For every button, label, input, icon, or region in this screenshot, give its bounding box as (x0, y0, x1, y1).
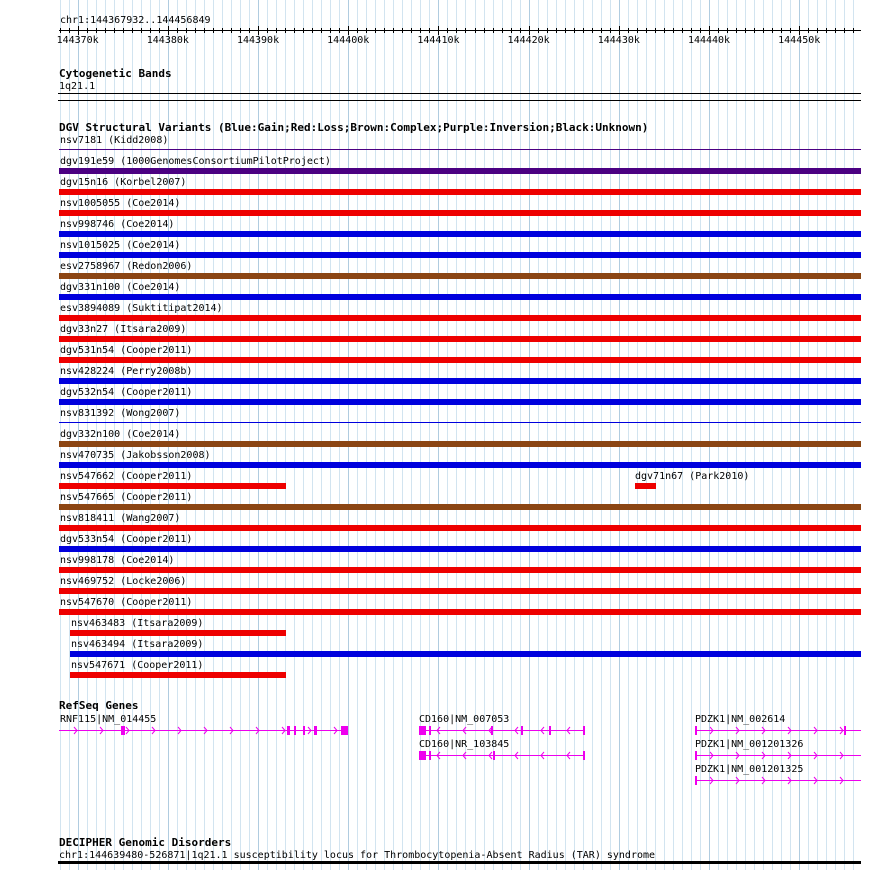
cytoband-line (58, 93, 861, 94)
variant-label[interactable]: nsv547671 (Cooper2011) (71, 660, 204, 671)
variant-label[interactable]: dgv532n54 (Cooper2011) (60, 387, 193, 398)
variant-bar-gain[interactable] (59, 378, 861, 384)
variant-bar-gain[interactable] (59, 422, 861, 423)
variant-bar-inversion[interactable] (59, 149, 861, 150)
scale-tick-label: 144450k (778, 35, 821, 46)
variant-label[interactable]: dgv533n54 (Cooper2011) (60, 534, 193, 545)
gene-exon (844, 726, 846, 735)
variant-label[interactable]: nsv831392 (Wong2007) (60, 408, 181, 419)
variant-bar-loss[interactable] (635, 483, 656, 489)
variant-bar-loss[interactable] (70, 630, 286, 636)
variant-label[interactable]: nsv463483 (Itsara2009) (71, 618, 204, 629)
scale-tick-label: 144400k (327, 35, 370, 46)
variant-bar-gain[interactable] (59, 231, 861, 237)
variant-label[interactable]: nsv547670 (Cooper2011) (60, 597, 193, 608)
gene-model[interactable] (695, 751, 861, 760)
variant-label[interactable]: dgv531n54 (Cooper2011) (60, 345, 193, 356)
variant-bar-loss[interactable] (59, 609, 861, 615)
variant-bar-loss[interactable] (59, 588, 861, 594)
variant-bar-loss[interactable] (59, 483, 286, 489)
variant-label[interactable]: nsv470735 (Jakobsson2008) (60, 450, 211, 461)
variant-label[interactable]: esv2758967 (Redon2006) (60, 261, 193, 272)
variant-bar-gain[interactable] (59, 462, 861, 468)
gene-exon (419, 751, 426, 760)
gene-label[interactable]: PDZK1|NM_001201325 (695, 764, 804, 775)
scale-tick-label: 144380k (146, 35, 189, 46)
gene-model[interactable] (695, 726, 861, 735)
variant-label[interactable]: nsv818411 (Wang2007) (60, 513, 181, 524)
gene-exon (303, 726, 305, 735)
variant-label[interactable]: dgv15n16 (Korbel2007) (60, 177, 187, 188)
variant-label[interactable]: esv3894089 (Suktitipat2014) (60, 303, 223, 314)
gene-exon (429, 751, 431, 760)
variant-bar-gain[interactable] (59, 399, 861, 405)
gene-exon (491, 726, 493, 735)
variant-label[interactable]: dgv191e59 (1000GenomesConsortiumPilotProject) (60, 156, 331, 167)
scale-tick-label: 144430k (597, 35, 640, 46)
variant-label[interactable]: nsv998746 (Coe2014) (60, 219, 175, 230)
variant-label[interactable]: dgv71n67 (Park2010) (635, 471, 750, 482)
gene-exon (583, 751, 585, 760)
scale-tick-label: 144420k (507, 35, 550, 46)
gene-exon (521, 726, 523, 735)
variant-bar-loss[interactable] (59, 357, 861, 363)
variant-label[interactable]: dgv331n100 (Coe2014) (60, 282, 181, 293)
variant-label[interactable]: dgv33n27 (Itsara2009) (60, 324, 187, 335)
variant-label[interactable]: nsv7181 (Kidd2008) (60, 135, 169, 146)
gene-model[interactable] (59, 726, 348, 735)
dgv-track-title: DGV Structural Variants (Blue:Gain;Red:Loss;Brown:Complex;Purple:Inversion;Black:Unknown) (59, 121, 649, 134)
location-label: chr1:144367932..144456849 (60, 15, 211, 26)
variant-bar-loss[interactable] (59, 189, 861, 195)
variant-bar-gain[interactable] (59, 252, 861, 258)
scale-ruler[interactable] (0, 0, 890, 60)
variant-label[interactable]: nsv547665 (Cooper2011) (60, 492, 193, 503)
gene-label[interactable]: CD160|NM_007053 (419, 714, 510, 725)
gene-exon (549, 726, 551, 735)
gene-exon (493, 751, 495, 760)
decipher-feature-bar[interactable] (58, 861, 861, 864)
variant-bar-gain[interactable] (59, 294, 861, 300)
variant-label[interactable]: nsv547662 (Cooper2011) (60, 471, 193, 482)
decipher-track-title: DECIPHER Genomic Disorders (59, 836, 232, 849)
variant-bar-loss[interactable] (59, 210, 861, 216)
gene-exon (695, 776, 697, 785)
gene-exon (314, 726, 317, 735)
variant-bar-complex[interactable] (59, 273, 861, 279)
variant-bar-loss[interactable] (59, 315, 861, 321)
decipher-feature-label[interactable]: chr1:144639480-526871|1q21.1 susceptibility locus for Thrombocytopenia-Absent Radius (TAR) syndrome (59, 850, 656, 861)
variant-bar-loss[interactable] (59, 525, 861, 531)
gene-label[interactable]: RNF115|NM_014455 (60, 714, 157, 725)
gene-exon (341, 726, 348, 735)
gene-model[interactable] (419, 751, 585, 760)
variant-bar-complex[interactable] (59, 504, 861, 510)
variant-bar-complex[interactable] (59, 441, 861, 447)
variant-label[interactable]: dgv332n100 (Coe2014) (60, 429, 181, 440)
scale-tick-label: 144410k (417, 35, 460, 46)
variant-bar-gain[interactable] (70, 651, 861, 657)
variant-label[interactable]: nsv463494 (Itsara2009) (71, 639, 204, 650)
cytoband-label[interactable]: 1q21.1 (59, 81, 96, 92)
variant-bar-inversion[interactable] (59, 168, 861, 174)
variant-label[interactable]: nsv1015025 (Coe2014) (60, 240, 181, 251)
scale-tick-label: 144370k (56, 35, 99, 46)
variant-label[interactable]: nsv469752 (Locke2006) (60, 576, 187, 587)
gene-exon (583, 726, 585, 735)
gene-exon (695, 751, 697, 760)
gene-model[interactable] (695, 776, 861, 785)
refseq-track-title: RefSeq Genes (59, 699, 139, 712)
cytoband-line (58, 100, 861, 101)
gene-label[interactable]: PDZK1|NM_001201326 (695, 739, 804, 750)
cytoband-track-title: Cytogenetic Bands (59, 67, 172, 80)
scale-tick-label: 144440k (687, 35, 731, 46)
variant-bar-gain[interactable] (59, 546, 861, 552)
gene-exon (429, 726, 431, 735)
gene-exon (695, 726, 697, 735)
variant-bar-loss[interactable] (59, 336, 861, 342)
gene-model[interactable] (419, 726, 585, 735)
scale-tick-label: 144390k (236, 35, 280, 46)
variant-label[interactable]: nsv1005055 (Coe2014) (60, 198, 181, 209)
variant-label[interactable]: nsv998178 (Coe2014) (60, 555, 175, 566)
gene-exon (121, 726, 125, 735)
gene-label[interactable]: PDZK1|NM_002614 (695, 714, 786, 725)
gene-exon (294, 726, 296, 735)
gene-exon (419, 726, 426, 735)
gene-exon (287, 726, 290, 735)
variant-label[interactable]: nsv428224 (Perry2008b) (60, 366, 193, 377)
variant-bar-loss[interactable] (70, 672, 286, 678)
gene-label[interactable]: CD160|NR_103845 (419, 739, 510, 750)
variant-bar-loss[interactable] (59, 567, 861, 573)
